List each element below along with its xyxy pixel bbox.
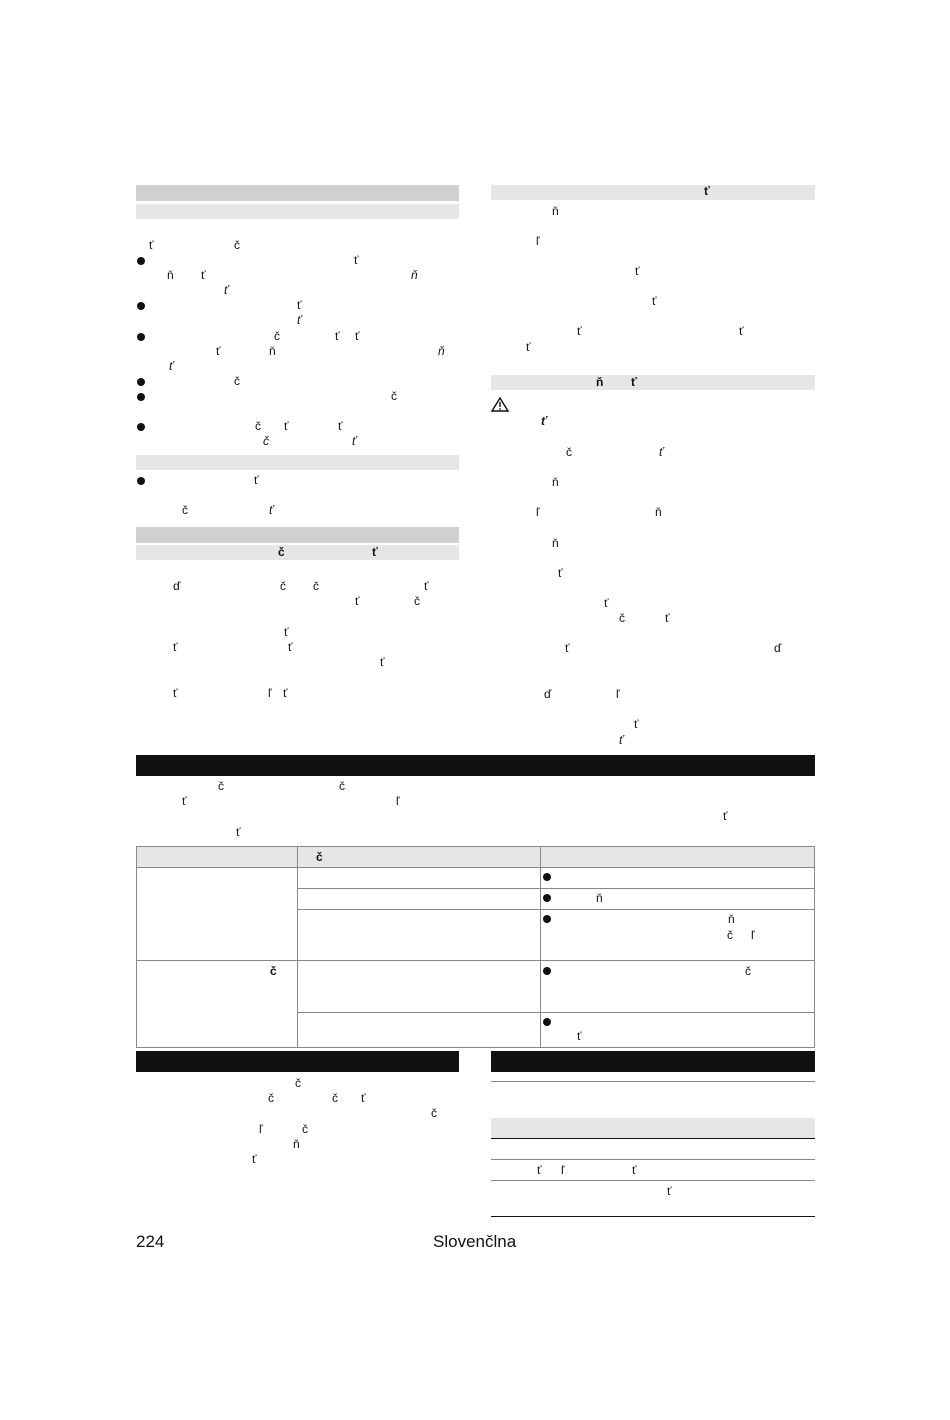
glyph: ť: [335, 329, 340, 343]
language-label: Slovenčlna: [433, 1232, 517, 1251]
glyph: č: [295, 1076, 301, 1090]
rule-line: [491, 1138, 815, 1139]
glyph: č: [280, 579, 286, 593]
glyph: ť: [635, 264, 640, 278]
section-subheader-bar: [136, 204, 459, 219]
glyph: č: [182, 503, 188, 517]
section-header-bar: [136, 1051, 459, 1072]
bullet-icon: [137, 333, 145, 341]
bullet-icon: [137, 302, 145, 310]
glyph: č: [727, 928, 733, 942]
section-header-bar: [136, 527, 459, 543]
section-subheader-bar: [491, 375, 815, 390]
glyph: č: [414, 594, 420, 608]
glyph: ľ: [561, 1163, 565, 1177]
bullet-icon: [137, 378, 145, 386]
table-border: [297, 846, 298, 1048]
glyph: ď: [173, 579, 181, 593]
glyph: ň: [728, 912, 735, 926]
glyph: ď: [774, 641, 782, 655]
glyph: ť: [355, 594, 360, 608]
glyph: ť: [361, 1091, 366, 1105]
glyph: č: [745, 964, 751, 978]
glyph: č: [274, 329, 280, 343]
table-border: [297, 888, 815, 889]
rule-line: [491, 1081, 815, 1082]
glyph: ň: [552, 204, 559, 218]
rule-line: [491, 1159, 815, 1160]
glyph: ľ: [259, 1122, 263, 1136]
glyph: ť: [284, 419, 289, 433]
glyph: ť: [338, 419, 343, 433]
table-header-row: [136, 846, 815, 867]
glyph: ň: [552, 536, 559, 550]
glyph: ť: [254, 473, 259, 487]
warning-triangle-icon: [491, 397, 509, 412]
glyph: ť: [173, 686, 178, 700]
glyph: č: [263, 434, 269, 448]
section-subheader-bar: [491, 1118, 815, 1138]
glyph: č: [234, 238, 240, 252]
glyph: ť: [619, 733, 624, 747]
glyph: ň: [552, 475, 559, 489]
glyph: ť: [665, 611, 670, 625]
bullet-icon: [137, 423, 145, 431]
glyph: ň: [293, 1137, 300, 1151]
glyph: ť: [283, 686, 288, 700]
glyph: č: [302, 1122, 308, 1136]
glyph: ť: [526, 340, 531, 354]
glyph: č: [268, 1091, 274, 1105]
glyph: ť: [269, 503, 274, 517]
glyph: ľ: [396, 794, 400, 808]
glyph: ť: [577, 324, 582, 338]
section-subheader-bar: [136, 545, 459, 560]
glyph: ť: [704, 184, 710, 198]
section-subheader-bar: [491, 185, 815, 200]
glyph: č: [316, 850, 323, 864]
glyph: č: [255, 419, 261, 433]
glyph: ľ: [536, 234, 540, 248]
glyph: ň: [411, 268, 418, 282]
glyph: ť: [659, 445, 664, 459]
glyph: ť: [297, 313, 302, 327]
glyph: ľ: [751, 928, 755, 942]
bullet-icon: [543, 894, 551, 902]
glyph: ľ: [268, 686, 272, 700]
glyph: ť: [216, 344, 221, 358]
bullet-icon: [543, 873, 551, 881]
glyph: ť: [667, 1184, 672, 1198]
glyph: ť: [537, 1163, 542, 1177]
glyph: ť: [632, 1163, 637, 1177]
glyph: ľ: [536, 505, 540, 519]
table-border: [297, 1012, 815, 1013]
glyph: ť: [541, 414, 547, 428]
table-border: [136, 960, 815, 961]
glyph: ť: [182, 794, 187, 808]
glyph: ň: [655, 505, 662, 519]
glyph: ň: [438, 344, 445, 358]
glyph: č: [313, 579, 319, 593]
glyph: ť: [354, 253, 359, 267]
bullet-icon: [543, 915, 551, 923]
glyph: ť: [631, 375, 637, 389]
glyph: ť: [288, 640, 293, 654]
table-border: [136, 867, 815, 868]
glyph: ť: [236, 825, 241, 839]
glyph: ť: [355, 329, 360, 343]
page-number: 224: [136, 1232, 165, 1251]
glyph: č: [566, 445, 572, 459]
glyph: č: [278, 545, 285, 559]
glyph: ť: [173, 640, 178, 654]
section-header-bar: [136, 185, 459, 201]
glyph: ň: [167, 268, 174, 282]
glyph: ť: [149, 238, 154, 252]
bullet-icon: [137, 257, 145, 265]
glyph: č: [234, 374, 240, 388]
bullet-icon: [137, 477, 145, 485]
glyph: ť: [372, 545, 378, 559]
section-header-bar: [136, 755, 815, 776]
glyph: ť: [652, 294, 657, 308]
glyph: č: [431, 1106, 437, 1120]
table-border: [540, 846, 541, 1048]
glyph: č: [270, 964, 277, 978]
glyph: č: [332, 1091, 338, 1105]
glyph: ť: [723, 809, 728, 823]
bullet-icon: [137, 393, 145, 401]
glyph: ň: [269, 344, 276, 358]
section-header-bar: [491, 1051, 815, 1072]
glyph: ť: [297, 298, 302, 312]
glyph: ť: [252, 1152, 257, 1166]
glyph: č: [619, 611, 625, 625]
table-border: [814, 846, 815, 1048]
bullet-icon: [543, 1018, 551, 1026]
glyph: č: [339, 779, 345, 793]
glyph: ť: [424, 579, 429, 593]
glyph: ť: [604, 596, 609, 610]
glyph: ň: [596, 375, 604, 389]
glyph: ť: [634, 717, 639, 731]
table-border: [136, 846, 815, 847]
glyph: ľ: [616, 687, 620, 701]
glyph: č: [391, 389, 397, 403]
glyph: ť: [380, 655, 385, 669]
glyph: ť: [201, 268, 206, 282]
glyph: ď: [544, 687, 552, 701]
glyph: ť: [577, 1029, 582, 1043]
glyph: ť: [224, 283, 229, 297]
glyph: ť: [558, 566, 563, 580]
table-border: [136, 1047, 815, 1048]
rule-line: [491, 1216, 815, 1217]
glyph: ť: [169, 359, 174, 373]
glyph: ň: [596, 891, 603, 905]
section-subheader-bar: [136, 455, 459, 470]
glyph: ť: [352, 434, 357, 448]
glyph: ť: [565, 641, 570, 655]
glyph: č: [218, 779, 224, 793]
bullet-icon: [543, 967, 551, 975]
glyph: ť: [284, 625, 289, 639]
glyph: ť: [739, 324, 744, 338]
table-border: [136, 846, 137, 1048]
rule-line: [491, 1180, 815, 1181]
table-border: [297, 909, 815, 910]
